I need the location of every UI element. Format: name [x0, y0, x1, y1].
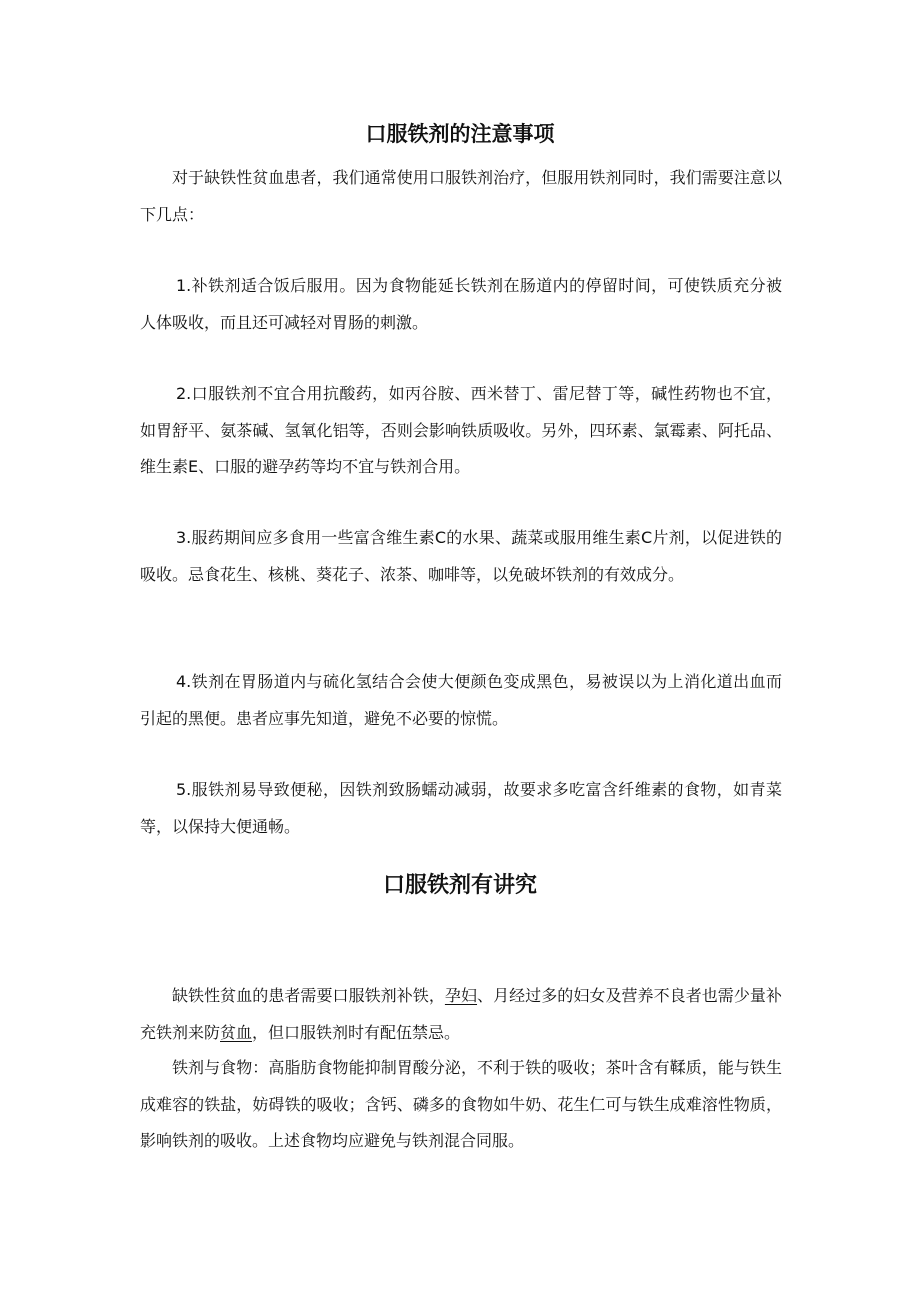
- intro-paragraph: 对于缺铁性贫血患者，我们通常使用口服铁剂治疗，但服用铁剂同时，我们需要注意以下几点：: [140, 168, 782, 224]
- note-item-1: 1.补铁剂适合饭后服用。因为食物能延长铁剂在肠道内的停留时间，可使铁质充分被人体吸收，而且还可减轻对胃肠的刺激。: [140, 276, 782, 332]
- paragraph-text: 、月经过多的妇女及营养不良者也需少量补充铁剂来防: [140, 986, 782, 1042]
- anemia-link[interactable]: 贫血: [220, 1022, 253, 1042]
- pregnant-woman-link[interactable]: 孕妇: [444, 986, 478, 1005]
- section1-title: 口服铁剂的注意事项: [365, 122, 555, 146]
- section2-paragraph-2: 铁剂与食物：高脂肪食物能抑制胃酸分泌，不利于铁的吸收；茶叶含有鞣质，能与铁生成难容的铁盐，妨碍铁的吸收；含钙、磷多的食物如牛奶、花生仁可与铁生成难溶性物质，影响铁剂的吸收。上述食物均应避免与铁剂混合同服。: [140, 1058, 782, 1150]
- section2-paragraph-1: [140, 978, 782, 1051]
- note-item-3: 3.服药期间应多食用一些富含维生素C的水果、蔬菜或服用维生素C片剂，以促进铁的吸收。忌食花生、核桃、葵花子、浓茶、咖啡等，以免破坏铁剂的有效成分。: [140, 528, 782, 584]
- paragraph-text: ，但口服铁剂时有配伍禁忌。: [252, 1022, 461, 1042]
- paragraph-text: 缺铁性贫血的患者需要口服铁剂补铁，: [172, 986, 445, 1005]
- section2-title: 口服铁剂有讲究: [382, 873, 537, 898]
- note-item-5: 5.服铁剂易导致便秘，因铁剂致肠蠕动减弱，故要求多吃富含纤维素的食物，如青菜等，以保持大便通畅。: [140, 780, 782, 836]
- note-item-2: 2.口服铁剂不宜合用抗酸药，如丙谷胺、西米替丁、雷尼替丁等，碱性药物也不宜，如胃舒平、氨茶碱、氢氧化铝等，否则会影响铁质吸收。另外，四环素、氯霉素、阿托品、维生素E、口服的避孕药等均不宜与铁剂合用。: [140, 384, 782, 476]
- note-item-4: 4.铁剂在胃肠道内与硫化氢结合会使大便颜色变成黑色，易被误以为上消化道出血而引起的黑便。患者应事先知道，避免不必要的惊慌。: [140, 672, 782, 728]
